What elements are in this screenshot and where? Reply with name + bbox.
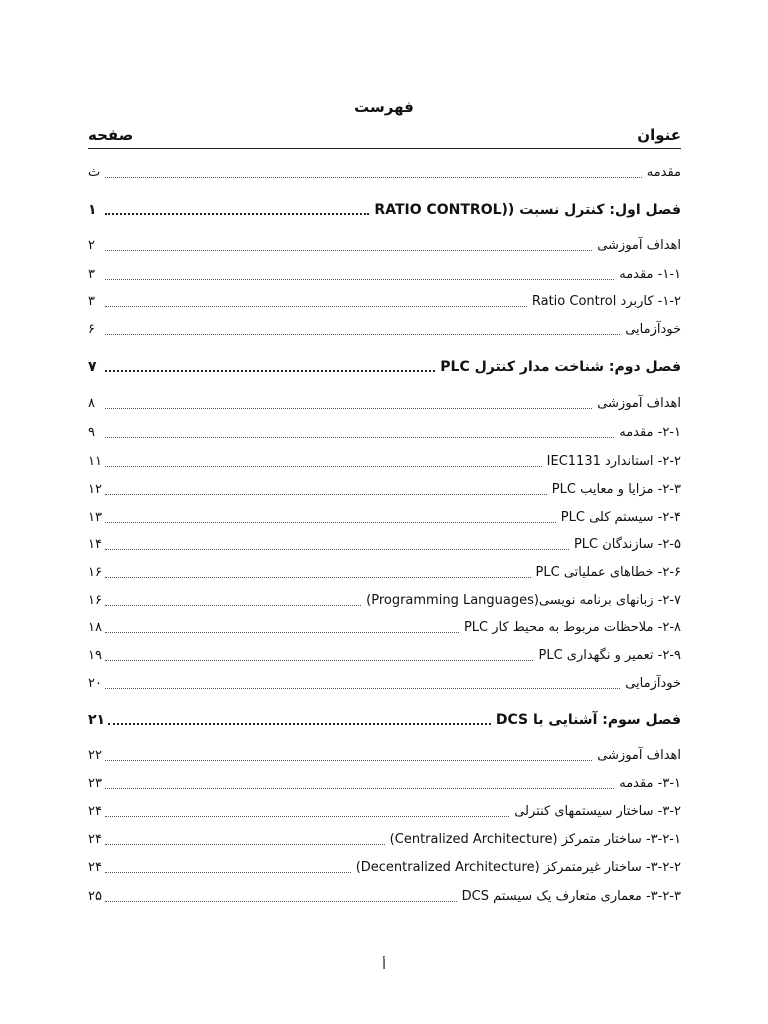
dot-leader (105, 249, 592, 251)
toc-entry-label: ۳-۱- مقدمه (619, 776, 681, 791)
toc-entry-page: ۱ (88, 202, 97, 218)
toc-entry-label: ۳-۲- ساختار سیستمهای کنترلی (514, 804, 681, 819)
dot-leader (105, 176, 642, 178)
toc-entry (88, 560, 681, 582)
toc-entry-page: ث (88, 165, 101, 180)
toc-chapter-entry (88, 354, 681, 376)
toc-entry-page: ۲۴ (88, 804, 102, 819)
toc-entry (88, 391, 681, 413)
toc-entry-label: ۱-۲- کاربرد Ratio Control (531, 294, 681, 309)
toc-entry-page: ۱۹ (88, 648, 102, 663)
toc-entry-page: ۸ (88, 396, 95, 411)
toc-entry-label: فصل اول: کنترل نسبت ((RATIO CONTROL (374, 202, 681, 218)
dot-leader (105, 759, 592, 761)
toc-entry-label: ۲-۵- سازندگان PLC (573, 537, 681, 552)
toc-entry (88, 743, 681, 765)
toc-entry-label: ۲-۶- خطاهای عملیاتی PLC (535, 565, 681, 580)
toc-entry-page: ۲۵ (88, 889, 102, 904)
toc-entry (88, 771, 681, 793)
toc-entry-page: ۹ (88, 425, 95, 440)
toc-entry (88, 477, 681, 499)
dot-leader (105, 436, 614, 438)
toc-entry-page: ۱۲ (88, 482, 102, 497)
toc-entry (88, 671, 681, 693)
page-number: أ (382, 958, 386, 973)
toc-header-title: عنوان (637, 126, 681, 144)
dot-leader (105, 212, 369, 215)
toc-entry (88, 855, 681, 877)
toc-entry (88, 799, 681, 821)
dot-leader (105, 900, 457, 902)
toc-entry-label: خودآزمایی (625, 322, 681, 337)
toc-entry-page: ۲۲ (88, 748, 102, 763)
dot-leader (105, 787, 614, 789)
toc-entry (88, 262, 681, 284)
toc-entry-page: ۲ (88, 238, 95, 253)
toc-entry (88, 233, 681, 255)
toc-entry-page: ۱۳ (88, 510, 102, 525)
page-title: فهرست (354, 98, 414, 116)
dot-leader (105, 687, 620, 689)
toc-entry (88, 449, 681, 471)
toc-header-page: صفحه (88, 126, 134, 144)
toc-entry (88, 827, 681, 849)
dot-leader (105, 521, 556, 523)
dot-leader (105, 548, 569, 550)
toc-entry-label: خودآزمایی (625, 676, 681, 691)
dot-leader (105, 815, 509, 817)
dot-leader (105, 604, 361, 606)
toc-chapter-entry (88, 197, 681, 219)
toc-entry-label: اهداف آموزشی (597, 396, 681, 411)
toc-entry (88, 884, 681, 906)
dot-leader (105, 493, 547, 495)
dot-leader (105, 465, 542, 467)
toc-entry-label: ۱-۱- مقدمه (619, 267, 681, 282)
toc-entry-page: ۲۴ (88, 860, 102, 875)
toc-entry-page: ۲۴ (88, 832, 102, 847)
toc-entry-page: ۲۱ (88, 712, 106, 728)
toc-entry-page: ۱۶ (88, 565, 102, 580)
toc-entry-label: ۲-۸- ملاحظات مربوط به محیط کار PLC (463, 620, 681, 635)
dot-leader (105, 576, 531, 578)
toc-entry-page: ۶ (88, 322, 95, 337)
dot-leader (105, 407, 592, 409)
toc-chapter-entry (88, 707, 681, 729)
toc-entry (88, 289, 681, 311)
toc-header (88, 124, 681, 149)
toc-entry-label: ۳-۲-۱- ساختار متمرکز (Centralized Architecture) (389, 832, 681, 847)
toc-entry (88, 317, 681, 339)
toc-entry (88, 643, 681, 665)
dot-leader (108, 722, 491, 725)
toc-entry-page: ۱۶ (88, 593, 102, 608)
dot-leader (105, 369, 435, 372)
toc-entry (88, 615, 681, 637)
toc-entry-page: ۳ (88, 267, 95, 282)
toc-entry-page: ۳ (88, 294, 95, 309)
toc-entry-page: ۲۳ (88, 776, 102, 791)
toc-entry-label: ۲-۴- سیستم کلی PLC (560, 510, 681, 525)
toc-entry (88, 420, 681, 442)
toc-entry-page: ۲۰ (88, 676, 102, 691)
toc-entry-page: ۷ (88, 359, 97, 375)
dot-leader (105, 631, 459, 633)
toc-entry-label: ۲-۹- تعمیر و نگهداری PLC (538, 648, 681, 663)
dot-leader (105, 305, 527, 307)
toc-entry (88, 160, 681, 182)
toc-entry-label: اهداف آموزشی (597, 748, 681, 763)
toc-entry-label: مقدمه (646, 165, 681, 180)
toc-entry-label: ۲-۳- مزایا و معایب PLC (551, 482, 681, 497)
toc-entry-label: ۲-۷- زبانهای برنامه نویسی(Programming Languages) (366, 593, 681, 608)
toc-entry (88, 532, 681, 554)
dot-leader (105, 843, 385, 845)
toc-entry-page: ۱۴ (88, 537, 102, 552)
toc-entry-label: اهداف آموزشی (597, 238, 681, 253)
toc-entry-label: ۳-۲-۳- معماری متعارف یک سیستم DCS (461, 889, 681, 904)
dot-leader (105, 333, 620, 335)
toc-entry-label: فصل سوم: آشنایی با DCS (495, 712, 681, 728)
dot-leader (105, 871, 351, 873)
toc-entry-label: فصل دوم: شناخت مدار کنترل PLC (440, 359, 681, 375)
toc-entry-page: ۱۱ (88, 454, 102, 469)
toc-entry-page: ۱۸ (88, 620, 102, 635)
toc-entry-label: ۲-۱- مقدمه (619, 425, 681, 440)
dot-leader (105, 659, 533, 661)
toc-entry (88, 588, 681, 610)
toc-entry-label: ۳-۲-۲- ساختار غیرمتمرکز (Decentralized Architecture) (355, 860, 681, 875)
toc-entry-label: ۲-۲- استاندارد IEC1131 (546, 454, 681, 469)
toc-entry (88, 505, 681, 527)
dot-leader (105, 278, 614, 280)
